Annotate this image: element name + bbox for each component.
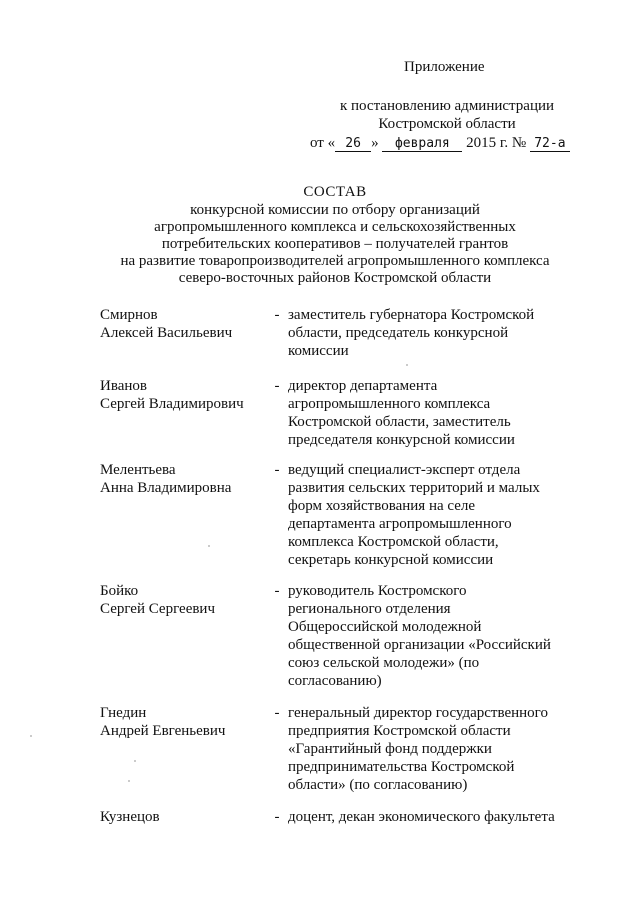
decree-date-line <box>310 134 570 152</box>
title-line: на развитие товаропроизводителей агропромышленного комплекса <box>120 253 550 269</box>
role-line: заместитель губернатора Костромской <box>288 307 535 323</box>
member-given-name: Алексей Васильевич <box>100 325 233 341</box>
scan-speck <box>30 735 32 737</box>
role-line: председателя конкурсной комиссии <box>288 432 515 448</box>
role-line: согласованию) <box>288 673 382 689</box>
title-main: СОСТАВ <box>303 184 367 200</box>
document-title <box>100 182 570 287</box>
decree-line-1: к постановлению администрации <box>339 98 555 114</box>
member-role <box>288 461 570 569</box>
role-line: директор департамента <box>288 378 438 394</box>
role-line: «Гарантийный фонд поддержки <box>288 741 492 757</box>
member-surname: Смирнов <box>100 307 158 323</box>
title-line: северо-восточных районов Костромской области <box>178 270 492 286</box>
role-line: развития сельских территорий и малых <box>288 480 540 496</box>
role-line: предприятия Костромской области <box>288 723 511 739</box>
decree-line-2: Костромской области <box>378 116 516 132</box>
member-dash: - <box>274 462 280 478</box>
role-line: руководитель Костромского <box>288 583 467 599</box>
role-line: доцент, декан экономического факультета <box>288 809 555 825</box>
member-name <box>100 306 270 342</box>
member-name <box>100 808 270 826</box>
member-name <box>100 704 270 740</box>
member-role <box>288 704 570 794</box>
date-mid: » <box>371 135 379 151</box>
member-name <box>100 377 270 413</box>
role-line: комплекса Костромской области, <box>288 534 499 550</box>
member-given-name: Сергей Владимирович <box>100 396 244 412</box>
member-surname: Бойко <box>100 583 139 599</box>
decree-number: 72-а <box>530 136 570 152</box>
member-given-name: Анна Владимировна <box>100 480 232 496</box>
member-role <box>288 377 570 449</box>
date-year: 2015 г. № <box>466 135 527 151</box>
role-line: департамента агропромышленного <box>288 516 512 532</box>
scan-speck <box>406 364 408 366</box>
role-line: области, председатель конкурсной <box>288 325 509 341</box>
member-role <box>288 306 570 360</box>
date-day: 26 <box>335 136 371 152</box>
role-line: регионального отделения <box>288 601 451 617</box>
role-line: общественной организации «Российский <box>288 637 551 653</box>
member-surname: Гнедин <box>100 705 147 721</box>
member-dash: - <box>274 307 280 323</box>
role-line: ведущий специалист-эксперт отдела <box>288 462 521 478</box>
role-line: предпринимательства Костромской <box>288 759 515 775</box>
scan-speck <box>208 545 210 547</box>
member-dash: - <box>274 809 280 825</box>
date-prefix: от « <box>310 135 336 151</box>
member-name <box>100 582 270 618</box>
role-line: секретарь конкурсной комиссии <box>288 552 494 568</box>
member-surname: Иванов <box>100 378 147 394</box>
member-dash: - <box>274 583 280 599</box>
member-surname: Кузнецов <box>100 809 160 825</box>
member-role <box>288 582 570 690</box>
date-month: февраля <box>382 136 462 152</box>
member-given-name: Сергей Сергеевич <box>100 601 216 617</box>
role-line: форм хозяйствования на селе <box>288 498 476 514</box>
role-line: генеральный директор государственного <box>288 705 548 721</box>
role-line: комиссии <box>288 343 349 359</box>
title-line: конкурсной комиссии по отбору организаций <box>190 202 480 218</box>
member-dash: - <box>274 705 280 721</box>
member-surname: Мелентьева <box>100 462 176 478</box>
decree-reference <box>334 97 560 133</box>
role-line: агропромышленного комплекса <box>288 396 491 412</box>
member-name <box>100 461 270 497</box>
title-line: потребительских кооперативов – получателей грантов <box>161 236 509 252</box>
role-line: Костромской области, заместитель <box>288 414 511 430</box>
appendix-label: Приложение <box>404 59 485 75</box>
member-role <box>288 808 570 826</box>
role-line: союз сельской молодежи» (по <box>288 655 480 671</box>
role-line: области» (по согласованию) <box>288 777 468 793</box>
scan-speck <box>134 760 136 762</box>
role-line: Общероссийской молодежной <box>288 619 482 635</box>
member-given-name: Андрей Евгеньевич <box>100 723 226 739</box>
member-dash: - <box>274 378 280 394</box>
title-line: агропромышленного комплекса и сельскохозяйственных <box>154 219 516 235</box>
scan-speck <box>128 780 130 782</box>
